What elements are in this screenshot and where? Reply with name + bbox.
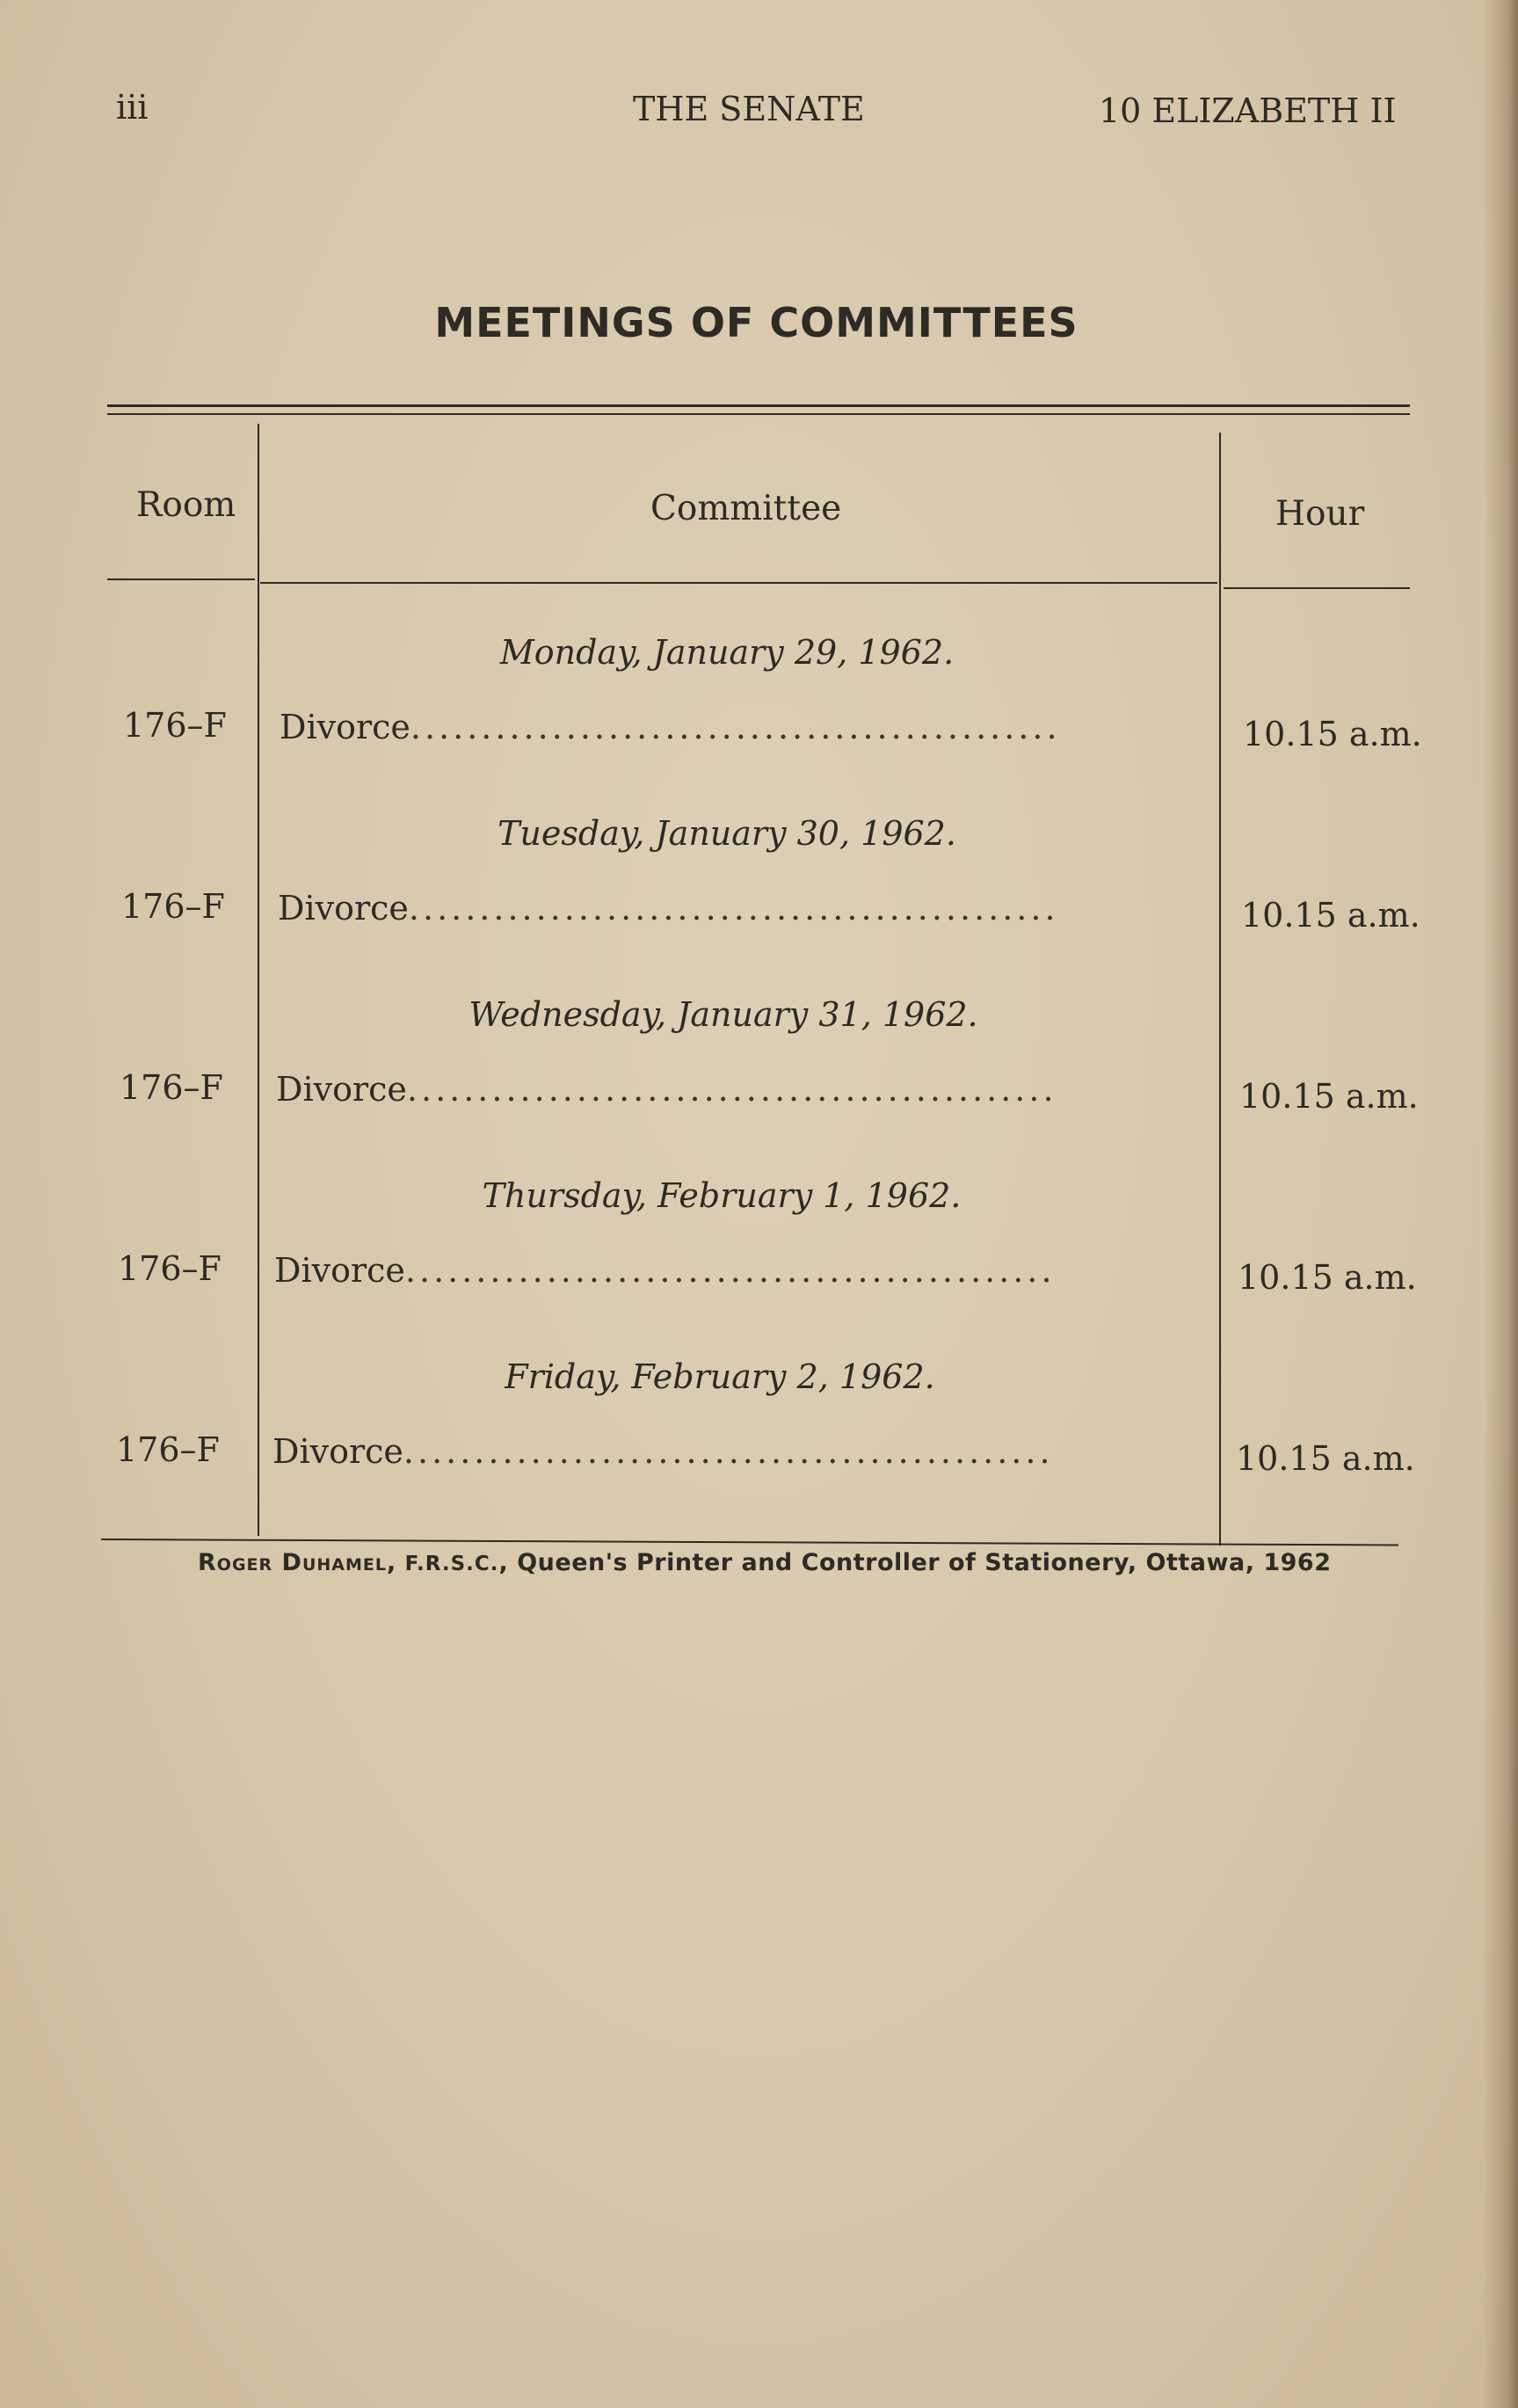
- committee-cell: Divorce..............................................: [276, 1070, 1057, 1109]
- hour-cell: 10.15 a.m.: [1241, 896, 1420, 935]
- running-header: [0, 88, 1518, 132]
- column-header-hour: Hour: [1275, 494, 1365, 534]
- printer-name: Roger Duhamel: [198, 1549, 387, 1576]
- page-number: iii: [116, 88, 149, 127]
- regnal-year: 10 ELIZABETH II: [1099, 91, 1397, 130]
- day-heading-thursday: Thursday, February 1, 1962.: [482, 1176, 962, 1215]
- committee-cell: Divorce..............................................: [280, 708, 1061, 746]
- hour-cell: 10.15 a.m.: [1239, 1077, 1419, 1116]
- title-rule-bottom: [107, 413, 1410, 415]
- imprint-text: Queen's Printer and Controller of Stationery, Ottawa, 1962: [517, 1549, 1332, 1576]
- committee-cell: Divorce..............................................: [278, 889, 1059, 928]
- title-rule-top: [107, 404, 1410, 407]
- room-cell: 176–F: [123, 706, 227, 745]
- room-cell: 176–F: [121, 887, 225, 926]
- table-bottom-rule: [101, 1539, 1398, 1546]
- header-rule-committee: [260, 582, 1217, 584]
- hour-cell: 10.15 a.m.: [1236, 1439, 1415, 1478]
- page-edge-shadow: [1483, 0, 1518, 2408]
- page-title: MEETINGS OF COMMITTEES: [434, 299, 1079, 346]
- day-heading-wednesday: Wednesday, January 31, 1962.: [468, 995, 978, 1034]
- room-cell: 176–F: [116, 1430, 220, 1469]
- day-heading-friday: Friday, February 2, 1962.: [505, 1357, 935, 1396]
- column-divider-right: [1219, 433, 1221, 1546]
- hour-cell: 10.15 a.m.: [1243, 715, 1422, 753]
- printer-imprint: Roger Duhamel, F.R.S.C., Queen's Printer and Controller of Stationery, Ottawa, 1962: [198, 1549, 1332, 1576]
- printer-credentials: F.R.S.C.: [404, 1553, 499, 1575]
- column-header-committee: Committee: [650, 489, 842, 528]
- room-cell: 176–F: [120, 1068, 223, 1107]
- hour-cell: 10.15 a.m.: [1238, 1258, 1417, 1297]
- header-rule-room: [107, 578, 255, 580]
- header-rule-hour: [1224, 587, 1410, 589]
- column-header-room: Room: [136, 485, 236, 525]
- committee-cell: Divorce..............................................: [274, 1251, 1056, 1290]
- day-heading-tuesday: Tuesday, January 30, 1962.: [498, 814, 956, 853]
- room-cell: 176–F: [118, 1249, 222, 1288]
- committee-cell: Divorce..............................................: [272, 1432, 1054, 1471]
- running-title: THE SENATE: [633, 90, 865, 128]
- day-heading-monday: Monday, January 29, 1962.: [499, 633, 955, 672]
